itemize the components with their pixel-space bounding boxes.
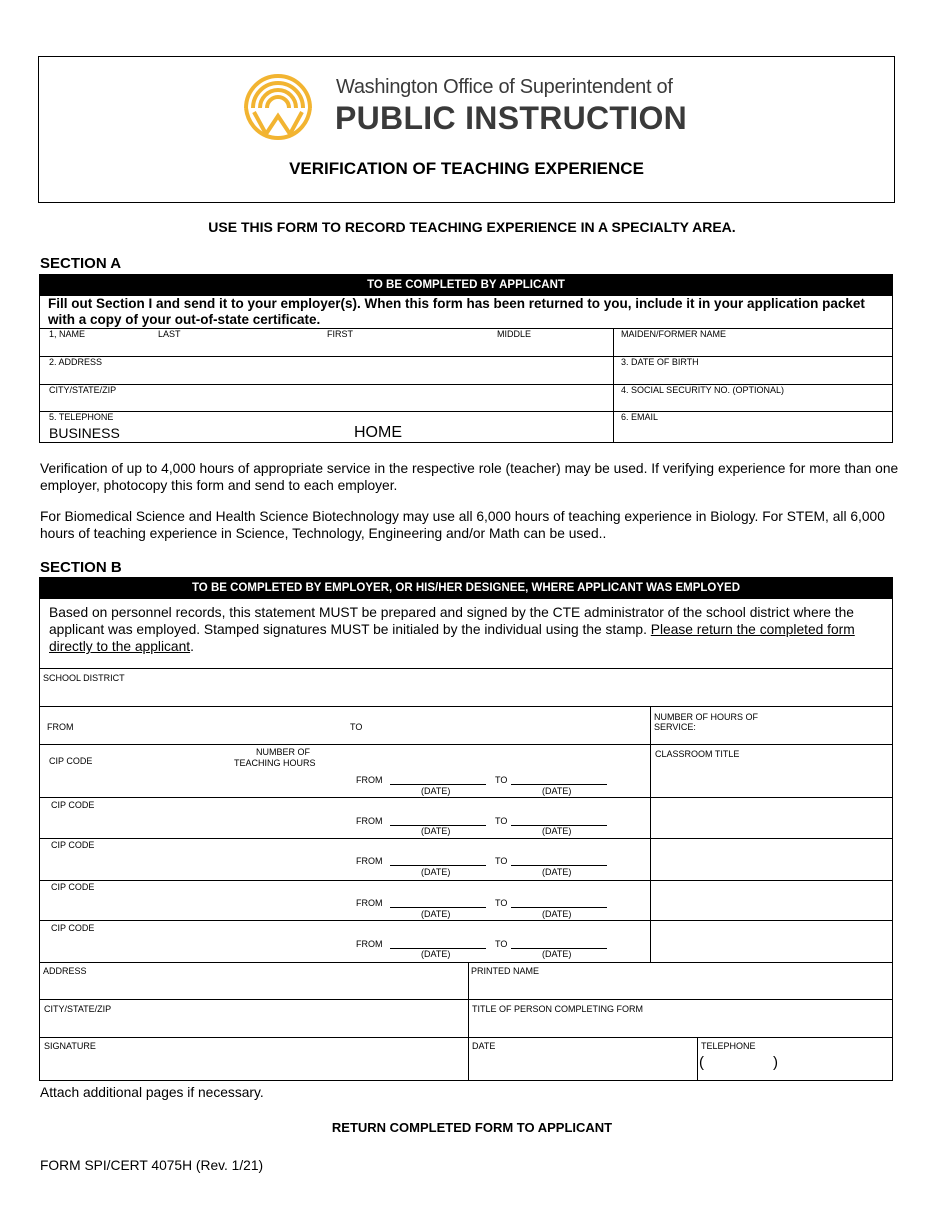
hours-service-label-2: SERVICE:: [654, 722, 696, 732]
cip-code-label: CIP CODE: [51, 923, 95, 933]
last-label: LAST: [158, 329, 181, 339]
date-label: DATE: [472, 1041, 496, 1051]
org-name-line1: Washington Office of Superintendent of: [336, 76, 673, 98]
home-label: HOME: [354, 424, 402, 441]
instruction-line: USE THIS FORM TO RECORD TEACHING EXPERIENCE IN A SPECIALTY AREA.: [208, 219, 736, 235]
employer-city-label: CITY/STATE/ZIP: [44, 1004, 112, 1014]
section-b-intro: [49, 604, 879, 655]
business-label: BUSINESS: [49, 425, 120, 441]
middle-label: MIDDLE: [497, 329, 532, 339]
row4-to-date-label: (DATE): [542, 909, 572, 919]
row2-to-label: TO: [495, 816, 508, 826]
address-label: 2. ADDRESS: [49, 357, 103, 367]
row2-from-date-label: (DATE): [421, 826, 451, 836]
email-label: 6. EMAIL: [621, 412, 659, 422]
employer-address-label: ADDRESS: [43, 966, 87, 976]
ssn-label: 4. SOCIAL SECURITY NO. (OPTIONAL): [621, 385, 785, 395]
school-district-label: SCHOOL DISTRICT: [43, 673, 125, 683]
phone-paren-open: (: [699, 1054, 704, 1071]
row2-to-date-label: (DATE): [542, 826, 572, 836]
classroom-title-label: CLASSROOM TITLE: [655, 749, 740, 759]
title-person-label: TITLE OF PERSON COMPLETING FORM: [472, 1004, 644, 1014]
city-state-zip-label: CITY/STATE/ZIP: [49, 385, 117, 395]
employer-telephone-label: TELEPHONE: [701, 1041, 756, 1051]
hours-service-label-1: NUMBER OF HOURS OF: [654, 712, 759, 722]
maiden-name-label: MAIDEN/FORMER NAME: [621, 329, 727, 339]
cip-code-label: CIP CODE: [51, 800, 95, 810]
row3-to-label: TO: [495, 856, 508, 866]
from-label: FROM: [47, 722, 74, 732]
signature-label: SIGNATURE: [44, 1041, 96, 1051]
name-label: 1, NAME: [49, 329, 86, 339]
form-title: VERIFICATION OF TEACHING EXPERIENCE: [289, 159, 644, 178]
row3-from-date-label: (DATE): [421, 867, 451, 877]
verification-paragraph: Verification of up to 4,000 hours of appropriate service in the respective role (teacher) may be used. If verifying experience for more than one employer, photocopy this form and send to each employer.: [40, 461, 899, 493]
row1-to-date-label: (DATE): [542, 786, 572, 796]
row5-to-date-label: (DATE): [542, 949, 572, 959]
phone-paren-close: ): [773, 1054, 778, 1071]
intro-period: .: [190, 639, 194, 654]
attach-note: Attach additional pages if necessary.: [40, 1085, 264, 1100]
teaching-hours-label-2: TEACHING HOURS: [234, 758, 316, 768]
to-label: TO: [350, 722, 363, 732]
telephone-label: 5. TELEPHONE: [49, 412, 114, 422]
row1-from-date-label: (DATE): [421, 786, 451, 796]
section-a-bar: TO BE COMPLETED BY APPLICANT: [39, 274, 893, 296]
first-label: FIRST: [327, 329, 353, 339]
row4-to-label: TO: [495, 898, 508, 908]
form-number: FORM SPI/CERT 4075H (Rev. 1/21): [40, 1158, 264, 1173]
row5-to-label: TO: [495, 939, 508, 949]
row3-from-label: FROM: [356, 856, 383, 866]
row1-to-label: TO: [495, 775, 508, 785]
row5-from-label: FROM: [356, 939, 383, 949]
cip-code-label: CIP CODE: [51, 840, 95, 850]
ospi-logo-icon: [240, 66, 316, 142]
cip-code-label: CIP CODE: [51, 882, 95, 892]
section-b-bar: TO BE COMPLETED BY EMPLOYER, OR HIS/HER DESIGNEE, WHERE APPLICANT WAS EMPLOYED: [39, 577, 893, 599]
section-b-title: SECTION B: [40, 559, 122, 576]
org-name-line2: PUBLIC INSTRUCTION: [335, 100, 688, 136]
return-instruction: Please return the completed form directly to the applicant: [49, 622, 855, 654]
row5-from-date-label: (DATE): [421, 949, 451, 959]
row1-from-label: FROM: [356, 775, 383, 785]
row3-to-date-label: (DATE): [542, 867, 572, 877]
cip-code-label: CIP CODE: [49, 756, 93, 766]
dob-label: 3. DATE OF BIRTH: [621, 357, 699, 367]
printed-name-label: PRINTED NAME: [471, 966, 540, 976]
return-note: RETURN COMPLETED FORM TO APPLICANT: [331, 1120, 613, 1135]
section-b-intro-text: Based on personnel records, this statement MUST be prepared and signed by the CTE administrator of the school district where the applicant was employed. Stamped signatures MUST be initialed by the individual using the stamp.: [49, 605, 854, 637]
section-a-intro: Fill out Section I and send it to your employer(s). When this form has been returned to you, include it in your application packet with a copy of your out-of-state certificate.: [48, 296, 865, 327]
row4-from-date-label: (DATE): [421, 909, 451, 919]
teaching-hours-label-1: NUMBER OF: [256, 747, 310, 757]
biomedical-paragraph: For Biomedical Science and Health Science Biotechnology may use all 6,000 hours of teaching experience in Biology. For STEM, all 6,000 hours of teaching experience in Science, Technology, Engineering and/or Math can be used..: [40, 509, 885, 541]
row2-from-label: FROM: [356, 816, 383, 826]
section-a-title: SECTION A: [40, 255, 122, 272]
row4-from-label: FROM: [356, 898, 383, 908]
